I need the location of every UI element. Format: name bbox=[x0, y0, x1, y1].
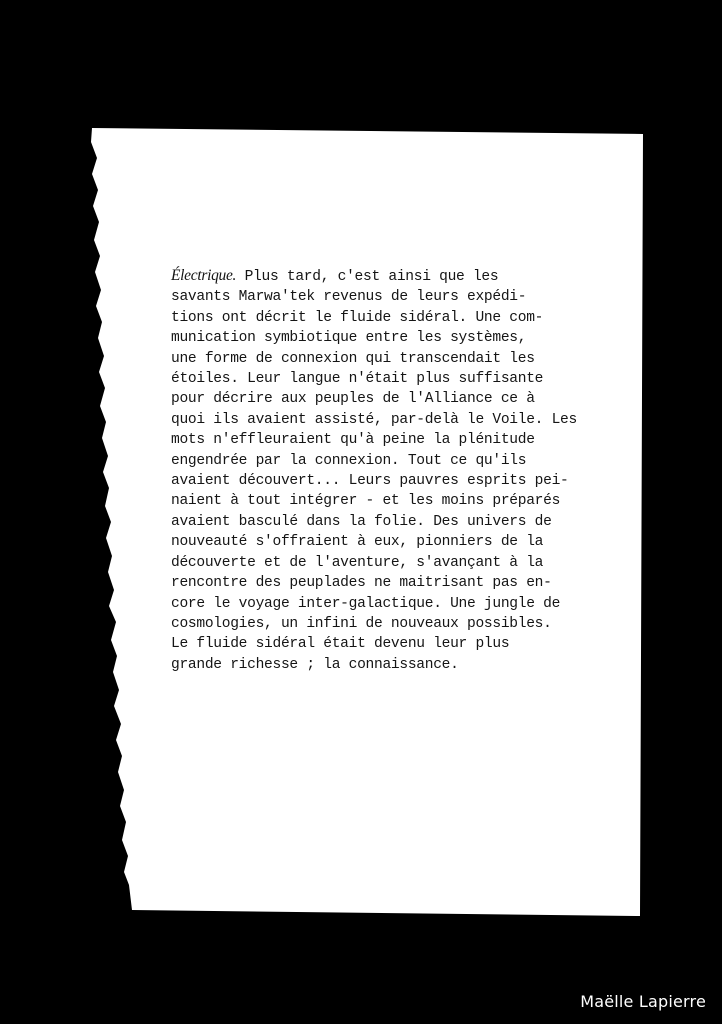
first-word: Électrique. bbox=[171, 267, 237, 284]
text-line-8: mots n'effleuraient qu'à peine la plénitude bbox=[171, 432, 535, 449]
text-line-15: rencontre des peuplades ne maitrisant pas en- bbox=[171, 575, 552, 592]
text-line-5: étoiles. Leur langue n'était plus suffisante bbox=[171, 371, 544, 388]
text-line-4: une forme de connexion qui transcendait les bbox=[171, 350, 535, 367]
text-line-12: avaient basculé dans la folie. Des univers de bbox=[171, 513, 552, 530]
text-line-3: munication symbiotique entre les systèmes, bbox=[171, 330, 527, 347]
text-line-10: avaient découvert... Leurs pauvres esprits pei- bbox=[171, 473, 569, 490]
text-line-18: Le fluide sidéral était devenu leur plus bbox=[171, 636, 510, 653]
text-line-0: Plus tard, c'est ainsi que les bbox=[236, 269, 499, 285]
text-line-9: engendrée par la connexion. Tout ce qu'ils bbox=[171, 452, 527, 469]
text-line-6: pour décrire aux peuples de l'Alliance ce à bbox=[171, 391, 535, 408]
story-text bbox=[171, 266, 577, 675]
text-line-2: tions ont décrit le fluide sidéral. Une com- bbox=[171, 309, 544, 326]
text-line-19: grande richesse ; la connaissance. bbox=[171, 656, 459, 673]
text-line-7: quoi ils avaient assisté, par-delà le Voile. Les bbox=[171, 411, 577, 428]
author-signature: Maëlle Lapierre bbox=[580, 992, 706, 1011]
text-line-1: savants Marwa'tek revenus de leurs expédi- bbox=[171, 289, 527, 306]
text-line-16: core le voyage inter-galactique. Une jungle de bbox=[171, 595, 561, 612]
text-line-14: découverte et de l'aventure, s'avançant à la bbox=[171, 554, 544, 571]
text-line-17: cosmologies, un infini de nouveaux possibles. bbox=[171, 615, 552, 632]
text-line-13: nouveauté s'offraient à eux, pionniers de la bbox=[171, 534, 544, 551]
text-line-11: naient à tout intégrer - et les moins préparés bbox=[171, 493, 561, 510]
text-line bbox=[171, 266, 571, 287]
